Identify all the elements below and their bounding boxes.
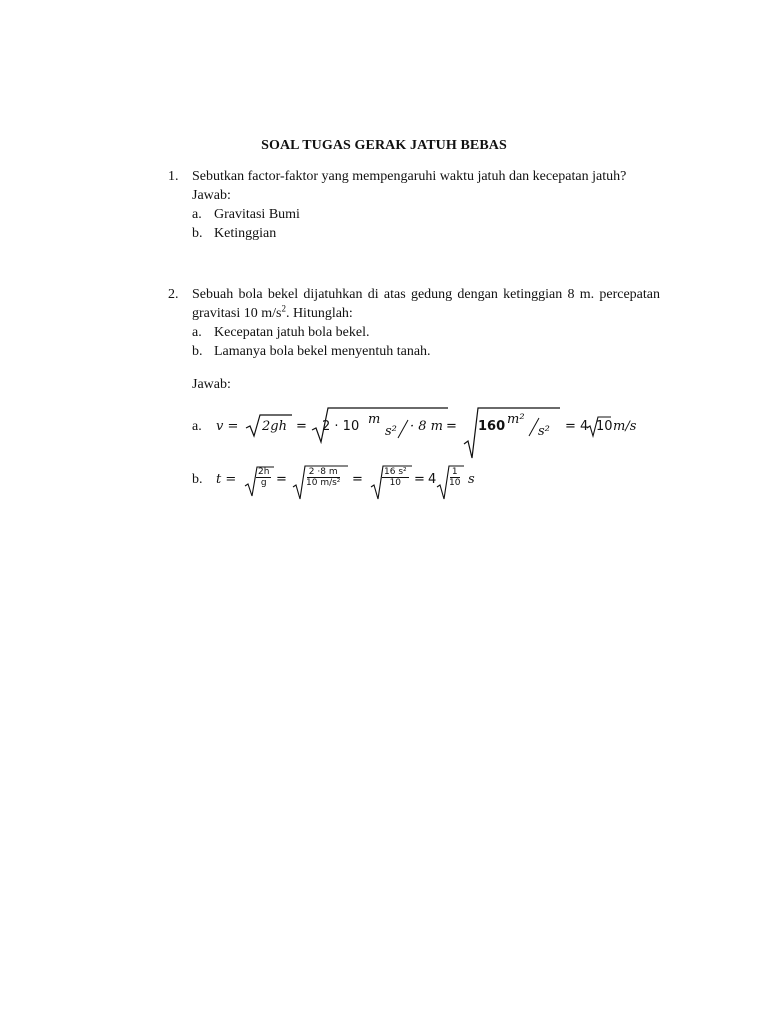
fraction: $\frac{2 \cdot 8 m}{\text{10 m/s²}}$: [306, 467, 341, 488]
sqrt-content: 2 · 10: [322, 419, 360, 434]
answer-item: b. Ketinggian: [192, 226, 277, 241]
equation-var: t =: [216, 472, 237, 487]
solution-label: a.: [192, 419, 202, 434]
question-text: Sebuah bola bekel dijatuhkan di atas gedung dengan ketinggian 8 m. percepatan gravitasi 10 $m/s^2$. Hitunglah:: [192, 287, 660, 321]
fraction: $\frac{1}{10}$: [449, 467, 461, 488]
answer-label: Jawab:: [192, 188, 231, 203]
answer-label: Jawab:: [192, 377, 231, 392]
sqrt-content: 160: [478, 419, 506, 434]
answer-item: a. Gravitasi Bumi: [192, 207, 300, 222]
question-item: b. Lamanya bola bekel menyentuh tanah.: [192, 344, 431, 359]
unit-den: s²: [385, 424, 397, 439]
sqrt-content: 2gh: [262, 419, 287, 434]
result-radicand: 10: [596, 419, 613, 434]
unit-den: s²: [538, 424, 550, 439]
sqrt-tail: · 8 m: [410, 419, 443, 434]
equals-sign: =: [414, 472, 425, 487]
equals-sign: =: [296, 419, 307, 434]
fraction: $\frac{\text{16 s²}}{10}$: [384, 467, 407, 488]
question-item: a. Kecepatan jatuh bola bekel.: [192, 325, 370, 340]
equals-sign: =: [352, 472, 363, 487]
question-2: [168, 285, 660, 394]
equals-sign: =: [276, 472, 287, 487]
page-title: SOAL TUGAS GERAK JATUH BEBAS: [261, 138, 507, 153]
solution-label: b.: [192, 472, 203, 487]
question-1: [168, 167, 660, 243]
question-number: 1.: [168, 169, 179, 184]
result-coef: 4: [428, 472, 437, 487]
question-text: Sebutkan factor-faktor yang mempengaruhi waktu jatuh dan kecepatan jatuh?: [192, 169, 627, 184]
unit-num: m: [368, 412, 381, 427]
fraction: $\frac{2h}{g}$: [258, 467, 270, 488]
equals-sign: =: [446, 419, 457, 434]
equals-sign: =: [565, 419, 576, 434]
result-unit: s: [468, 472, 475, 487]
result-coef: 4: [580, 419, 589, 434]
equation-var: v =: [216, 419, 239, 434]
question-number: 2.: [168, 287, 179, 302]
unit-num: m²: [507, 412, 525, 427]
result-unit: m/s: [613, 419, 637, 434]
